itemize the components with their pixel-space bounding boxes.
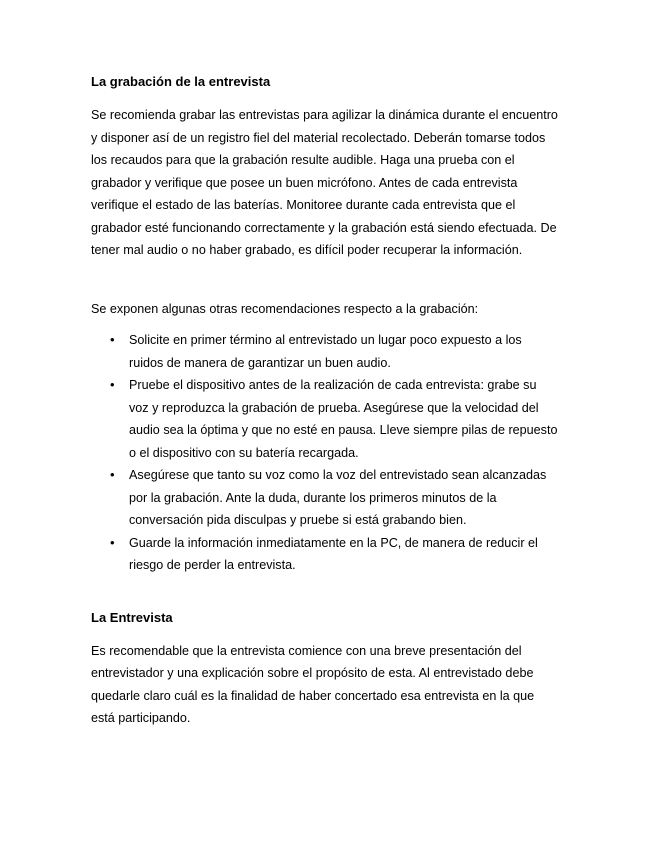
bullet-icon: • xyxy=(110,467,115,482)
section-body-entrevista: Es recomendable que la entrevista comience con una breve presentación del entrevistador y una explicación sobre el propósito de esta. Al entrevistado debe quedarle claro cuál es la finalidad de haber concertado esa entrevista en la que está participando. xyxy=(91,643,535,725)
bullet-icon: • xyxy=(110,534,115,550)
recommendations-intro: Se exponen algunas otras recomendaciones respecto a la grabación: xyxy=(91,301,479,316)
list-item xyxy=(91,374,559,464)
section-body-grabacion: Se recomienda grabar las entrevistas para agilizar la dinámica durante el encuentro y disponer así de un registro fiel del material recolectado. Deberán tomarse todos los recaudos para que la grabación resulte audible. Haga una prueba con el grabador y verifique que posee un buen micrófono. Antes de cada entrevista verifique el estado de las baterías. Monitoree durante cada entrevista que el grabador esté funcionando correctamente y la grabación está siendo efectuada. De tener mal audio o no haber grabado, es difícil poder recuperar la información. xyxy=(91,108,558,257)
section-title-grabacion: La grabación de la entrevista xyxy=(91,74,271,89)
list-item-text: Solicite en primer término al entrevistado un lugar poco expuesto a los ruidos de manera de garantizar un buen audio. xyxy=(129,333,522,370)
list-item xyxy=(91,464,559,532)
list-item-text: Guarde la información inmediatamente en la PC, de manera de reducir el riesgo de perder la entrevista. xyxy=(129,535,538,572)
section-title-entrevista: La Entrevista xyxy=(91,609,173,625)
list-item-text: Pruebe el dispositivo antes de la realización de cada entrevista: grabe su voz y reproduzca la grabación de prueba. Asegúrese que la velocidad del audio sea la óptima y que no esté en pausa. Lleve siempre pilas de repuesto o el dispositivo con su batería recargada. xyxy=(129,378,558,460)
list-item-text: Asegúrese que tanto su voz como la voz del entrevistado sean alcanzadas por la grabación. Ante la duda, durante los primeros minutos de la conversación pida disculpas y pruebe si está grabando bien. xyxy=(129,468,547,527)
list-item xyxy=(91,329,559,374)
list-item xyxy=(91,532,559,577)
bullet-icon: • xyxy=(110,377,115,392)
recommendations-list xyxy=(91,329,559,577)
bullet-icon: • xyxy=(110,332,115,347)
document-content xyxy=(91,73,559,730)
